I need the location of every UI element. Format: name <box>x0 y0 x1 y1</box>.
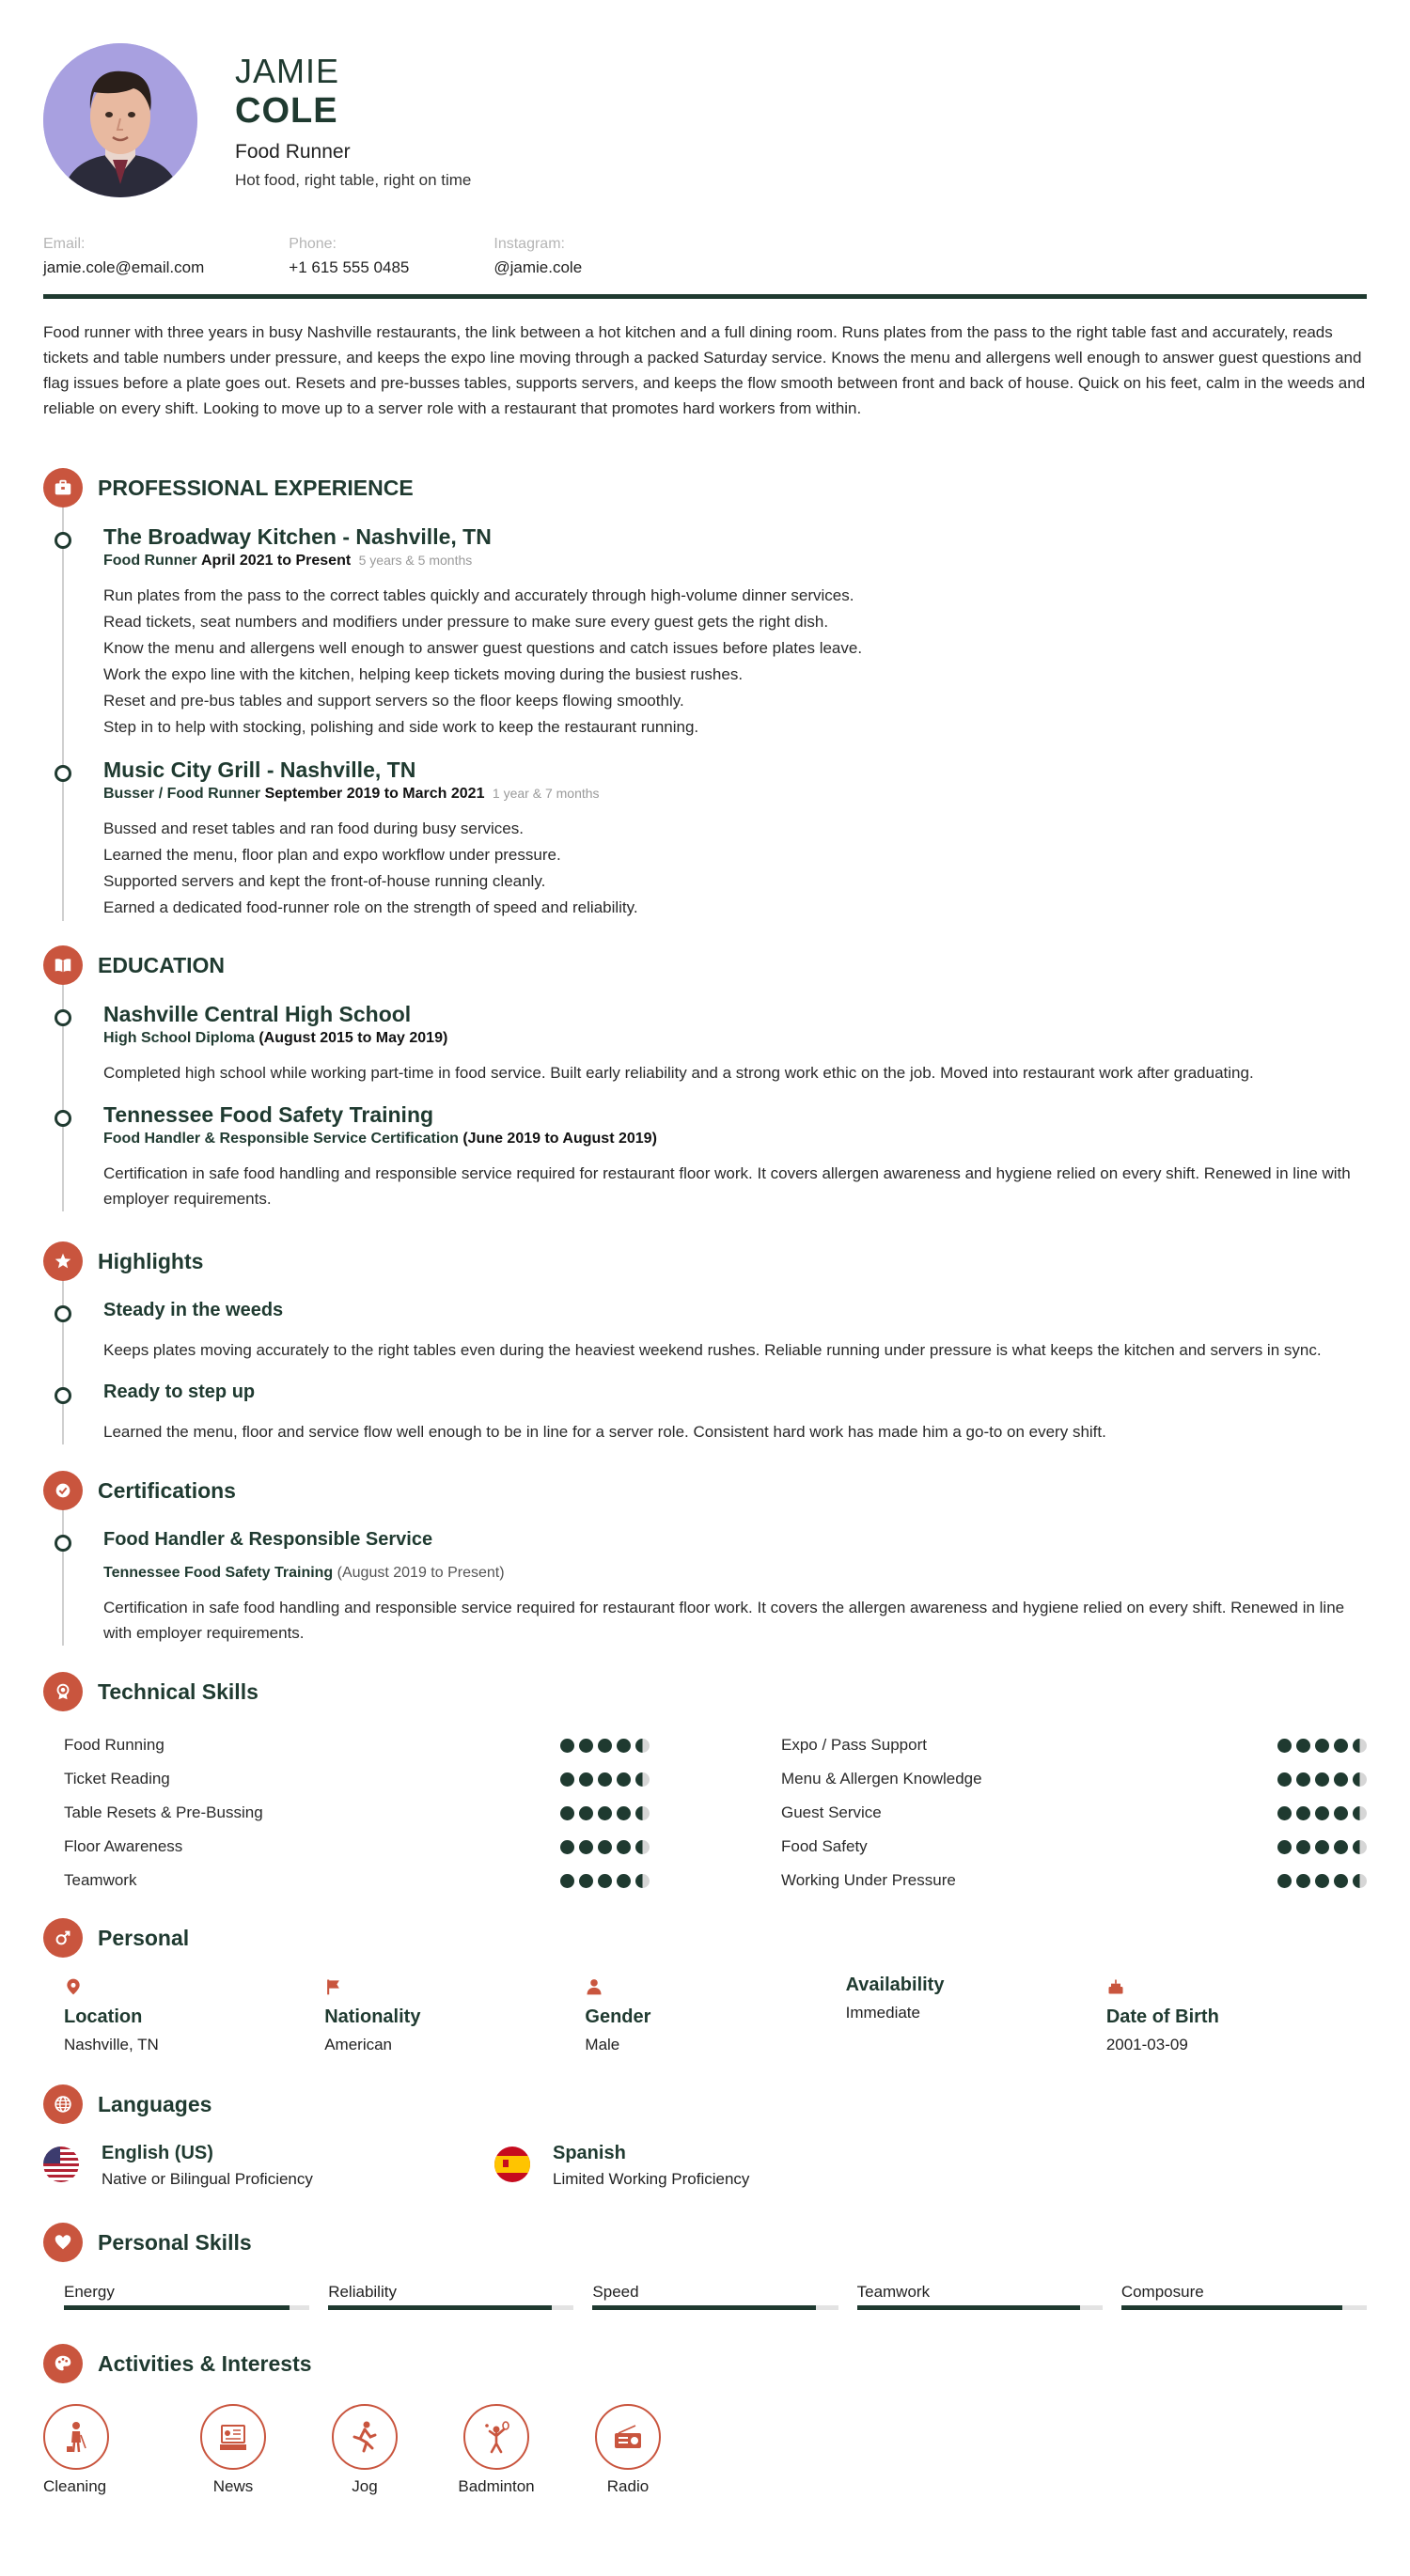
personal-item <box>585 1975 845 2054</box>
skill-bar-fill <box>592 2305 816 2310</box>
certification-title: Food Handler & Responsible Service <box>103 1529 433 1550</box>
skill-rating <box>1273 1874 1367 1888</box>
rating-dot <box>598 1840 612 1854</box>
list-item: Work the expo line with the kitchen, helping keep tickets moving during the busiest rushes. <box>103 665 744 683</box>
section-title: Activities & Interests <box>98 2350 312 2376</box>
award-icon <box>43 1672 83 1711</box>
person-icon <box>585 1975 845 1999</box>
skill-bar-label: Teamwork <box>856 2283 931 2301</box>
school-name: Tennessee Food Safety Training <box>103 1102 434 1127</box>
spain-flag-icon <box>494 2147 530 2182</box>
rating-dot <box>598 1739 612 1753</box>
education-entry <box>103 1085 1367 1211</box>
jog-icon <box>332 2404 398 2470</box>
highlight-title: Ready to step up <box>103 1382 256 1402</box>
skill-bar-label: Reliability <box>328 2283 397 2301</box>
personal-value: American <box>324 2036 393 2053</box>
skill-bar-item <box>592 2283 838 2310</box>
contact-label: Phone: <box>289 236 337 252</box>
skill-bar-item <box>857 2283 1103 2310</box>
skill-name: Guest Service <box>781 1803 882 1821</box>
duration: 1 year & 7 months <box>492 786 600 801</box>
date-range: (August 2019 to Present) <box>337 1565 505 1581</box>
rating-dot <box>560 1874 574 1888</box>
skill-rating <box>556 1874 650 1888</box>
section-title: Personal <box>98 1925 190 1950</box>
rating-dot <box>1353 1739 1367 1753</box>
personal-label: Date of Birth <box>1105 2006 1219 2027</box>
rating-dot <box>635 1772 650 1787</box>
rating-dot <box>1334 1772 1348 1787</box>
personal-skills-section <box>43 2223 1367 2310</box>
language-item <box>43 2143 494 2189</box>
highlight-entry <box>103 1363 1367 1444</box>
rating-dot <box>635 1739 650 1753</box>
section-title: EDUCATION <box>98 952 226 977</box>
skill-name: Food Safety <box>781 1837 868 1855</box>
duration: 5 years & 5 months <box>358 553 473 568</box>
personal-label: Availability <box>845 1975 945 1995</box>
name-block <box>235 43 471 190</box>
badminton-icon <box>463 2404 529 2470</box>
skill-bar-track <box>328 2305 573 2310</box>
location-pin-icon <box>64 1975 324 1999</box>
timeline-dot <box>55 765 71 782</box>
rating-dot <box>1296 1806 1310 1820</box>
experience-timeline <box>43 507 1367 921</box>
globe-icon <box>43 2084 83 2124</box>
skill-row <box>781 1796 1367 1830</box>
interests-list <box>43 2404 1367 2496</box>
degree-title: High School Diploma <box>103 1030 255 1046</box>
contact-phone <box>289 236 409 277</box>
skill-name: Menu & Allergen Knowledge <box>781 1770 982 1788</box>
rating-dot <box>560 1739 574 1753</box>
degree-line <box>103 1030 1367 1047</box>
entry-description: Keeps plates moving accurately to the right tables even during the heaviest weekend rushes. Reliable running under pressure is what keeps the kitchen and servers in sync. <box>103 1341 1322 1359</box>
list-item: Bussed and reset tables and ran food during busy services. <box>103 820 524 837</box>
timeline-dot <box>55 1535 71 1552</box>
section-header <box>43 1471 1367 1510</box>
header-divider <box>43 294 1367 299</box>
date-range: September 2019 to March 2021 <box>264 786 485 802</box>
last-name: COLE <box>235 91 338 131</box>
skill-bar-track <box>1121 2305 1367 2310</box>
skill-row <box>781 1864 1367 1897</box>
experience-section <box>43 468 1367 921</box>
personal-label: Gender <box>585 2006 651 2027</box>
tagline: Hot food, right table, right on time <box>235 171 472 189</box>
rating-dot <box>635 1874 650 1888</box>
skill-row <box>64 1728 650 1762</box>
highlight-entry <box>103 1281 1367 1363</box>
skill-rating <box>1273 1772 1367 1787</box>
phone-value[interactable]: +1 615 555 0485 <box>289 258 410 276</box>
check-badge-icon <box>43 1471 83 1510</box>
date-range: (August 2015 to May 2019) <box>258 1030 448 1046</box>
skill-bar-label: Speed <box>592 2283 639 2301</box>
timeline-dot <box>55 1305 71 1322</box>
timeline-dot <box>55 1009 71 1026</box>
skill-rating <box>556 1840 650 1854</box>
rating-dot <box>1277 1806 1292 1820</box>
language-level: Native or Bilingual Proficiency <box>102 2170 313 2188</box>
rating-dot <box>560 1772 574 1787</box>
rating-dot <box>1353 1772 1367 1787</box>
rating-dot <box>1315 1874 1329 1888</box>
date-range: April 2021 to Present <box>201 553 352 569</box>
rating-dot <box>1277 1840 1292 1854</box>
technical-skills-section <box>43 1672 1367 1897</box>
rating-dot <box>598 1806 612 1820</box>
rating-dot <box>560 1806 574 1820</box>
language-level: Limited Working Proficiency <box>553 2170 750 2188</box>
list-item: Step in to help with stocking, polishing and side work to keep the restaurant running. <box>103 718 699 736</box>
skill-rating <box>1273 1739 1367 1753</box>
interest-item <box>43 2404 167 2496</box>
contact-label: Instagram: <box>494 236 565 252</box>
rating-dot <box>1277 1874 1292 1888</box>
interest-item <box>299 2404 431 2496</box>
rating-dot <box>560 1840 574 1854</box>
skill-rating <box>1273 1806 1367 1820</box>
interest-label: Jog <box>352 2477 378 2495</box>
role-line <box>103 786 1367 803</box>
personal-section <box>43 1918 1367 2054</box>
section-header <box>43 1918 1367 1958</box>
interest-label: Badminton <box>458 2477 535 2495</box>
profile-photo <box>43 43 197 197</box>
responsibility-list <box>103 816 1367 921</box>
skill-rating <box>556 1772 650 1787</box>
rating-dot <box>579 1739 593 1753</box>
skill-row <box>64 1796 650 1830</box>
section-title: Highlights <box>98 1248 204 1273</box>
skill-bar-fill <box>328 2305 552 2310</box>
list-item: Know the menu and allergens well enough to answer guest questions and catch issues before plates leave. <box>103 639 863 657</box>
rating-dot <box>1353 1840 1367 1854</box>
list-item: Supported servers and kept the front-of-house running cleanly. <box>103 872 546 890</box>
personal-details <box>43 1975 1367 2054</box>
skill-bar-fill <box>1121 2305 1342 2310</box>
contact-label: Email: <box>43 236 86 252</box>
rating-dot <box>598 1772 612 1787</box>
skill-bar-fill <box>64 2305 290 2310</box>
rating-dot <box>635 1840 650 1854</box>
rating-dot <box>579 1772 593 1787</box>
email-value[interactable]: jamie.cole@email.com <box>43 258 205 276</box>
rating-dot <box>1315 1739 1329 1753</box>
palette-icon <box>43 2344 83 2383</box>
section-title: Technical Skills <box>98 1678 258 1704</box>
entry-description: Certification in safe food handling and responsible service required for restaurant floor work. It covers the allergen awareness and hygiene relied on every shift. Renewed in line with employer requirements. <box>103 1599 1345 1642</box>
profile-summary: Food runner with three years in busy Nashville restaurants, the link between a hot kitchen and a full dining room. Runs plates from the pass to the right table fast and accurately, reads tickets and table numbers under pressure, and keeps the expo line moving through a packed Saturday service. Knows the menu and allergens well enough to answer guest questions and flag issues before a plate goes out. Resets and pre-busses tables, supports servers, and keeps the flow smooth between front and back of house. Quick on his feet, calm in the weeds and reliable on every shift. Looking to move up to a server role with a restaurant that promotes hard workers from within. <box>43 323 1366 417</box>
section-title: Certifications <box>98 1477 236 1503</box>
skill-bar-item <box>64 2283 309 2310</box>
role-line <box>103 553 1367 570</box>
personal-value: Nashville, TN <box>64 2036 159 2053</box>
rating-dot <box>1353 1806 1367 1820</box>
language-text <box>102 2143 313 2189</box>
rating-dot <box>1315 1806 1329 1820</box>
skill-rating <box>556 1806 650 1820</box>
skill-row <box>781 1830 1367 1864</box>
section-header <box>43 1672 1367 1711</box>
language-name: Spanish <box>553 2143 626 2163</box>
rating-dot <box>598 1874 612 1888</box>
issuer-name: Tennessee Food Safety Training <box>103 1565 334 1581</box>
interest-item <box>431 2404 562 2496</box>
interest-item <box>562 2404 694 2496</box>
skills-grid <box>43 1728 1367 1897</box>
personal-value: Male <box>585 2036 620 2053</box>
personal-value: Immediate <box>845 2004 920 2022</box>
heart-icon <box>43 2223 83 2262</box>
languages-list <box>43 2143 1367 2189</box>
personal-item <box>1106 1975 1367 2054</box>
gender-icon <box>43 1918 83 1958</box>
flag-icon <box>324 1975 585 1999</box>
company-name: Music City Grill - Nashville, TN <box>103 757 416 782</box>
rating-dot <box>1296 1874 1310 1888</box>
entry-description: Certification in safe food handling and responsible service required for restaurant floor work. It covers allergen awareness and hygiene relied on every shift. Renewed in line with employer requirements. <box>103 1164 1351 1208</box>
section-header <box>43 945 1367 985</box>
rating-dot <box>1353 1874 1367 1888</box>
personal-label: Location <box>64 2006 143 2027</box>
rating-dot <box>617 1840 631 1854</box>
role-title: Busser / Food Runner <box>103 786 261 802</box>
interest-label: Radio <box>606 2477 650 2495</box>
cake-icon <box>1106 1975 1367 1999</box>
section-title: Languages <box>98 2091 212 2116</box>
list-item: Read tickets, seat numbers and modifiers under pressure to make sure every guest gets the right dish. <box>103 613 829 631</box>
skill-bar-track <box>64 2305 309 2310</box>
rating-dot <box>1334 1806 1348 1820</box>
skill-rating <box>1273 1840 1367 1854</box>
education-section <box>43 945 1367 1211</box>
skill-row <box>64 1830 650 1864</box>
skill-name: Food Running <box>64 1736 164 1754</box>
personal-label: Nationality <box>324 2006 421 2027</box>
timeline-dot <box>55 1110 71 1127</box>
first-name: JAMIE <box>235 52 340 90</box>
us-flag-icon <box>43 2147 79 2182</box>
personal-item <box>64 1975 324 2054</box>
rating-dot <box>635 1806 650 1820</box>
skill-row <box>781 1762 1367 1796</box>
rating-dot <box>1334 1840 1348 1854</box>
rating-dot <box>617 1772 631 1787</box>
news-icon <box>200 2404 266 2470</box>
language-name: English (US) <box>102 2143 213 2163</box>
skill-name: Floor Awareness <box>64 1837 183 1855</box>
rating-dot <box>1277 1772 1292 1787</box>
contact-email <box>43 236 204 277</box>
personal-value: 2001-03-09 <box>1105 2036 1188 2053</box>
interests-section <box>43 2344 1367 2496</box>
rating-dot <box>1296 1772 1310 1787</box>
entry-description: Learned the menu, floor and service flow well enough to be in line for a server role. Consistent hard work has made him a go-to on every shift. <box>103 1423 1106 1441</box>
resume-header <box>43 43 1367 198</box>
skill-bar-label: Composure <box>1120 2283 1204 2301</box>
skill-name: Working Under Pressure <box>781 1871 956 1889</box>
degree-title: Food Handler & Responsible Service Certification <box>103 1131 459 1147</box>
rating-dot <box>579 1874 593 1888</box>
role-title: Food Runner <box>103 553 197 569</box>
list-item: Earned a dedicated food-runner role on the strength of speed and reliability. <box>103 898 638 916</box>
experience-entry <box>103 507 1367 741</box>
cleaning-icon <box>43 2404 109 2470</box>
rating-dot <box>617 1739 631 1753</box>
section-title: PROFESSIONAL EXPERIENCE <box>98 475 414 500</box>
degree-line <box>103 1131 1367 1147</box>
skill-name: Table Resets & Pre-Bussing <box>64 1803 263 1821</box>
contact-instagram <box>494 236 582 277</box>
highlights-section <box>43 1241 1367 1444</box>
contact-info <box>43 236 1367 277</box>
rating-dot <box>1277 1739 1292 1753</box>
certification-entry <box>103 1510 1367 1646</box>
section-header <box>43 1241 1367 1281</box>
certifications-timeline <box>43 1510 1367 1646</box>
personal-item <box>324 1975 585 2054</box>
rating-dot <box>1296 1840 1310 1854</box>
skill-bar-item <box>328 2283 573 2310</box>
skill-name: Ticket Reading <box>64 1770 170 1788</box>
interest-label: News <box>212 2477 254 2495</box>
section-title: Personal Skills <box>98 2229 252 2255</box>
education-entry <box>103 985 1367 1085</box>
personal-item <box>846 1975 1106 2054</box>
skill-bar-label: Energy <box>64 2283 115 2301</box>
timeline-dot <box>55 532 71 549</box>
language-text <box>553 2143 749 2189</box>
rating-dot <box>617 1806 631 1820</box>
skill-bar-track <box>857 2305 1103 2310</box>
radio-icon <box>595 2404 661 2470</box>
interest-item <box>167 2404 299 2496</box>
section-header <box>43 2223 1367 2262</box>
experience-entry <box>103 741 1367 921</box>
rating-dot <box>1334 1739 1348 1753</box>
issuer-line <box>103 1565 1367 1582</box>
school-name: Nashville Central High School <box>103 1002 412 1026</box>
highlights-timeline <box>43 1281 1367 1444</box>
highlight-title: Steady in the weeds <box>103 1300 284 1320</box>
job-title: Food Runner <box>235 141 351 163</box>
skill-name: Expo / Pass Support <box>781 1736 927 1754</box>
section-header <box>43 2344 1367 2383</box>
instagram-value[interactable]: @jamie.cole <box>494 258 583 276</box>
rating-dot <box>579 1806 593 1820</box>
skill-row <box>64 1762 650 1796</box>
rating-dot <box>579 1840 593 1854</box>
date-range: (June 2019 to August 2019) <box>462 1131 657 1147</box>
rating-dot <box>1296 1739 1310 1753</box>
language-item <box>494 2143 946 2189</box>
skill-bar-fill <box>857 2305 1081 2310</box>
responsibility-list <box>103 583 1367 741</box>
skill-row <box>781 1728 1367 1762</box>
company-name: The Broadway Kitchen - Nashville, TN <box>103 524 492 549</box>
briefcase-icon <box>43 468 83 507</box>
timeline-dot <box>55 1387 71 1404</box>
section-header <box>43 2084 1367 2124</box>
education-timeline <box>43 985 1367 1211</box>
book-icon <box>43 945 83 985</box>
languages-section <box>43 2084 1367 2189</box>
list-item: Run plates from the pass to the correct tables quickly and accurately through high-volume dinner services. <box>103 586 854 604</box>
skill-rating <box>556 1739 650 1753</box>
list-item: Learned the menu, floor plan and expo workflow under pressure. <box>103 846 561 864</box>
interest-label: Cleaning <box>43 2477 107 2495</box>
rating-dot <box>1334 1874 1348 1888</box>
star-badge-icon <box>43 1241 83 1281</box>
rating-dot <box>617 1874 631 1888</box>
skill-bar-track <box>592 2305 838 2310</box>
skill-bar-item <box>1121 2283 1367 2310</box>
skill-name: Teamwork <box>64 1871 137 1889</box>
rating-dot <box>1315 1772 1329 1787</box>
rating-dot <box>1315 1840 1329 1854</box>
entry-description: Completed high school while working part-time in food service. Built early reliability and a strong work ethic on the job. Moved into restaurant work after graduating. <box>103 1064 1254 1082</box>
certifications-section <box>43 1471 1367 1646</box>
list-item: Reset and pre-bus tables and support servers so the floor keeps flowing smoothly. <box>103 692 684 710</box>
skill-row <box>64 1864 650 1897</box>
section-header <box>43 468 1367 507</box>
personal-skills-bars <box>43 2283 1367 2310</box>
